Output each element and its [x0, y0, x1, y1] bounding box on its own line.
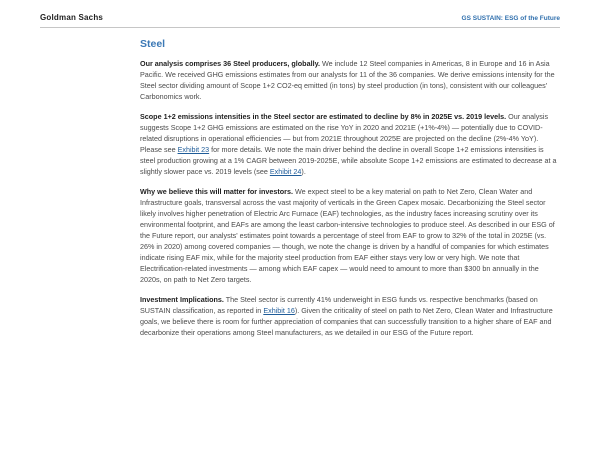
paragraph-lead: Why we believe this will matter for investors. [140, 187, 293, 196]
paragraph-lead: Scope 1+2 emissions intensities in the Steel sector are estimated to decline by 8% in 2025E vs. 2019 levels. [140, 112, 507, 121]
paragraphs-container [140, 58, 560, 338]
exhibit-link[interactable]: Exhibit 23 [177, 145, 210, 154]
paragraph-text: ). Given the criticality of steel on path to Net Zero, Clean Water and Infrastructure goals, we believe there is room for further appreciation of companies that can successfully transition to a higher share of EAF and decarbonize their operations among Steel manufacturers, as we detailed in our ESG of the Future report. [140, 306, 553, 337]
paragraph-text: We include 12 Steel companies in Americas, 8 in Europe and 16 in Asia Pacific. We received GHG emissions estimates from our analysts for 11 of the 36 companies. We derive emissions intensity for the Steel sector dividing amount of Scope 1+2 CO2-eq emitted (in tons) by steel production (in tons), consistent with our colleagues' Carbonomics work. [140, 59, 555, 101]
brand-logo: Goldman Sachs [40, 13, 104, 22]
paragraph-text: ). [301, 167, 306, 176]
paragraph [140, 186, 560, 285]
section-title: Steel [140, 38, 166, 50]
paragraph-text: We expect steel to be a key material on path to Net Zero, Clean Water and Infrastructure goals, transversal across the vast majority of verticals in the Green Capex mosaic. Decarbonizing the Steel sector likely involves higher penetration of Electric Arc Furnace (EAF) technologies, as the industry faces increasing scrutiny over its environmental footprint, and EAFs are among the least carbon-intensive technologies to produce steel. As described in our ESG of the Future report, our analysts' estimates point towards a percentage of steel from EAF to grow to 32% of the total in 2025E (vs. 26% in 2020) among covered companies — though, we note the change is driven by a handful of companies for which estimates indicate rising EAF mix, while for the majority steel production from EAF either stays very low or very high. We note that Electrification-related investments — among which EAF capex — would need to amount to more than $300 bn annually in the 2020s, on path to Net Zero targets. [140, 187, 555, 284]
paragraph [140, 58, 560, 102]
report-title: GS SUSTAIN: ESG of the Future [461, 15, 560, 22]
paragraph [140, 111, 560, 177]
paragraph-text: for more details. We note the main driver behind the decline in overall Scope 1+2 emissions intensities is steel production growing at a 1% CAGR between 2019-2025E, while absolute Scope 1+2 emissions are estimated to decrease at a slightly slower pace vs. 2019 levels (see [140, 145, 557, 176]
paragraph-lead: Our analysis comprises 36 Steel producers, globally. [140, 59, 321, 68]
content-column [140, 38, 560, 347]
exhibit-link[interactable]: Exhibit 24 [269, 167, 302, 176]
paragraph-text: The Steel sector is currently 41% underweight in ESG funds vs. respective benchmarks (based on SUSTAIN classification, as reported in [140, 295, 538, 315]
header-divider [40, 27, 560, 28]
paragraph-lead: Investment Implications. [140, 295, 224, 304]
page-header [40, 13, 560, 22]
exhibit-link[interactable]: Exhibit 16 [263, 306, 295, 315]
paragraph [140, 294, 560, 338]
paragraph-text: Our analysis suggests Scope 1+2 GHG emissions are estimated on the rise YoY in 2020 and 2021E (+1%-4%) — potentially due to COVID-related disruptions in operational efficiencies — but from 2021E throughout 2025E are projected on the decline (2%-4% YoY). Please see [140, 112, 549, 154]
